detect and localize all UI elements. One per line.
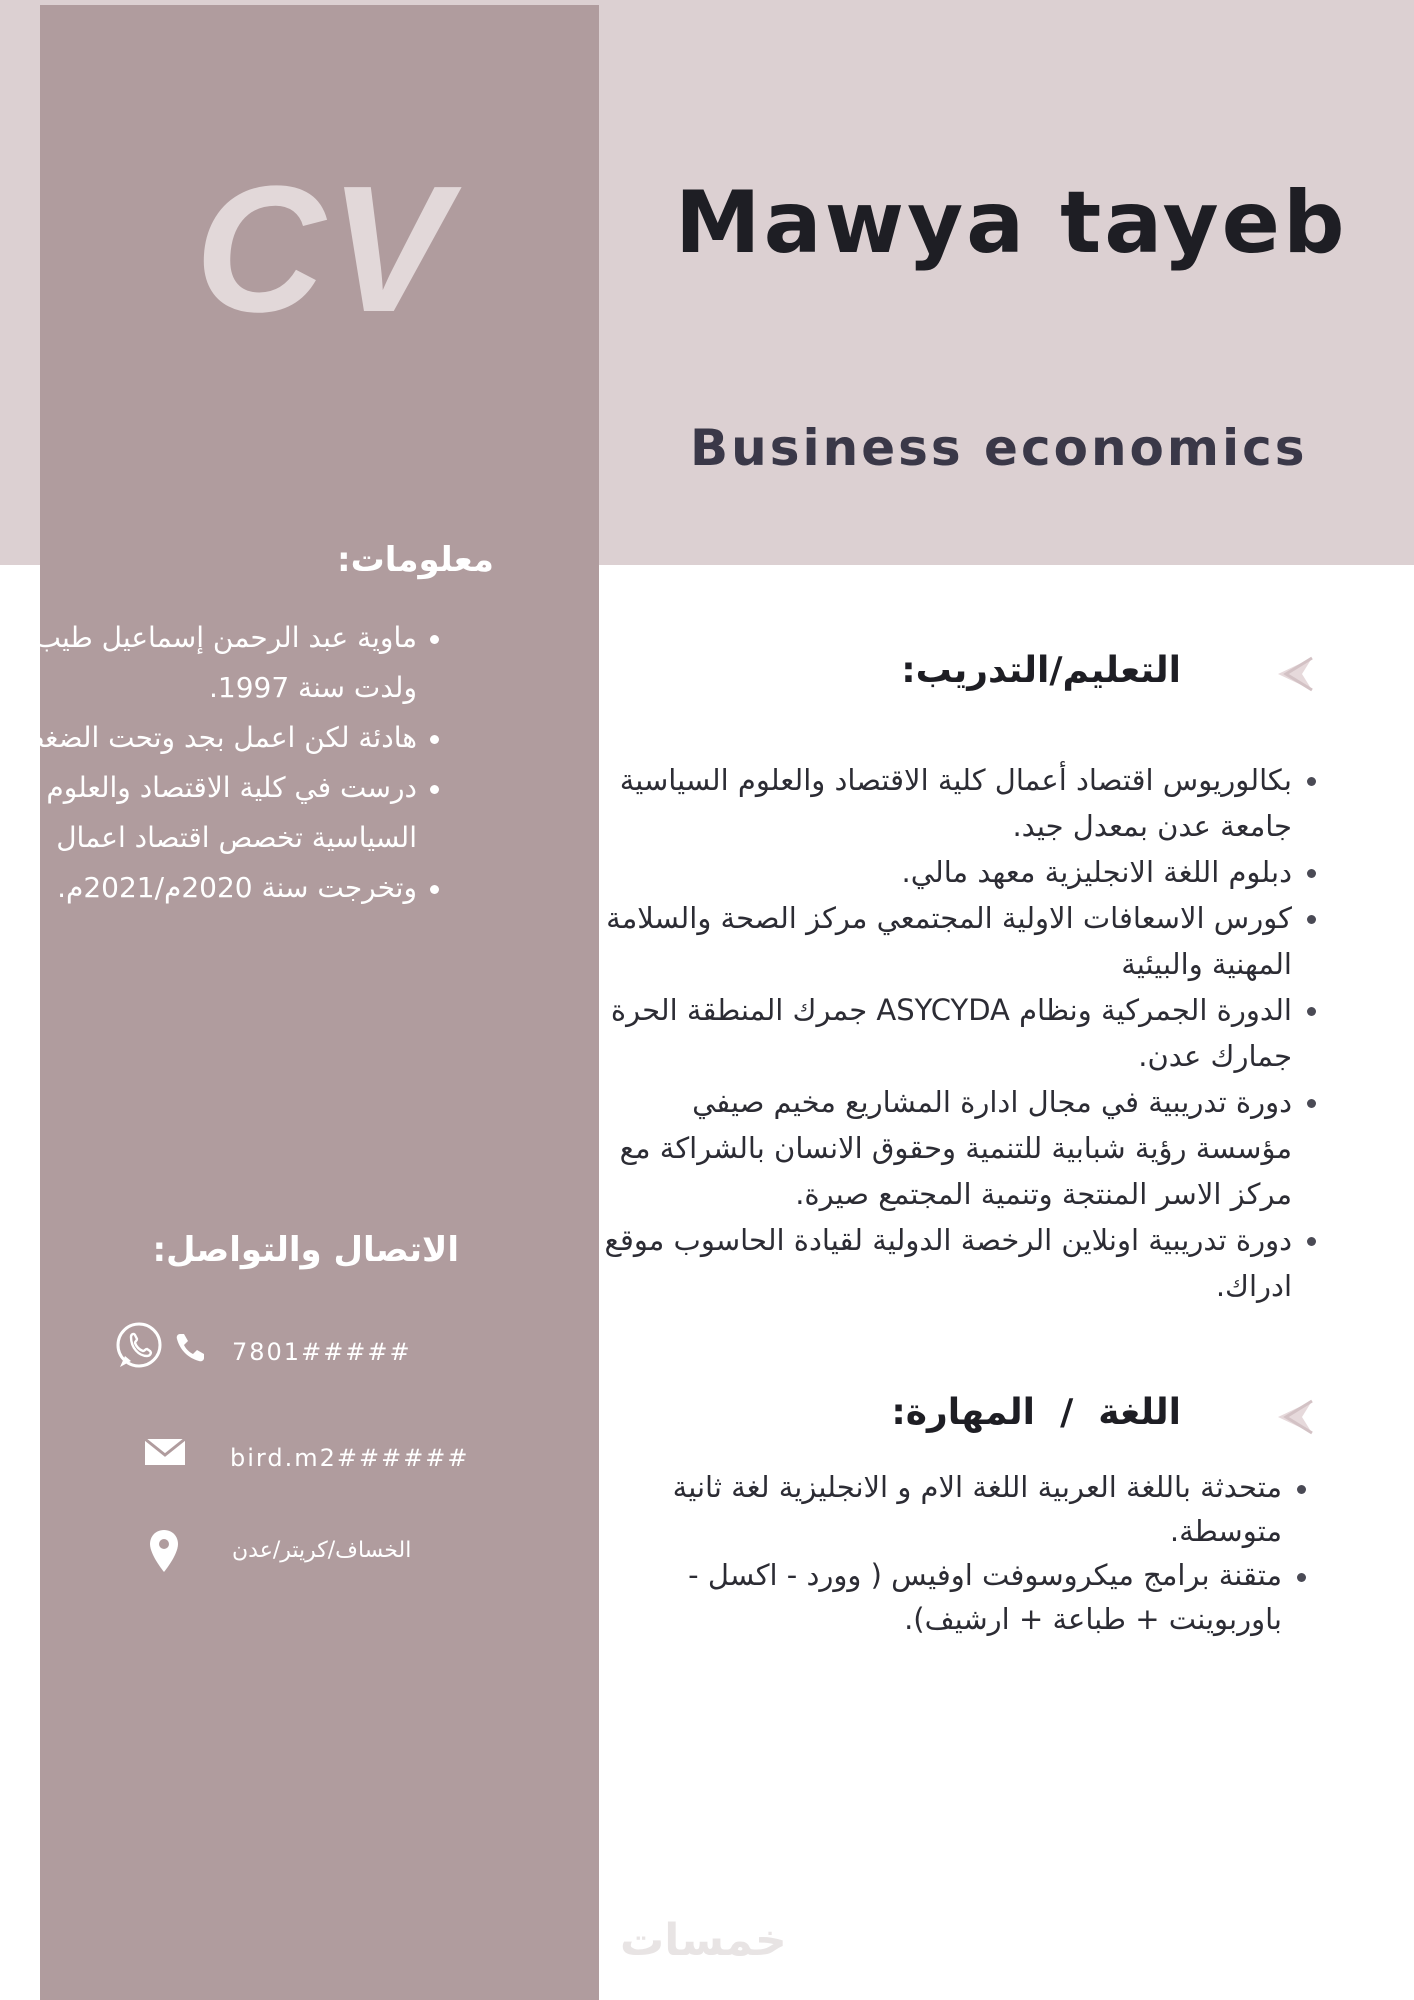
- education-list: [602, 757, 1314, 1309]
- list-item: درست في كلية الاقتصاد والعلوم السياسية تخصص اقتصاد اعمال: [0, 763, 417, 863]
- list-item: ماوية عبد الرحمن إسماعيل طيب. ولدت سنة 1997.: [0, 613, 417, 713]
- email-address[interactable]: bird.m2######: [230, 1444, 470, 1472]
- list-item: هادئة لكن اعمل بجد وتحت الضغط.: [0, 713, 417, 763]
- list-item: وتخرجت سنة 2020م/2021م.: [0, 863, 417, 913]
- location-pin-icon: [148, 1528, 180, 1574]
- list-item: متقنة برامج ميكروسوفت اوفيس ( وورد - اكسل - باوربوينت + طباعة + ارشيف).: [602, 1553, 1282, 1641]
- envelope-icon: [143, 1437, 187, 1467]
- profession-title: Business economics: [690, 419, 1308, 477]
- info-list: [0, 613, 439, 913]
- whatsapp-icon[interactable]: [112, 1320, 164, 1372]
- cv-mark: CV: [195, 149, 454, 350]
- chevron-left-icon: [1272, 652, 1316, 700]
- list-item: بكالوريوس اقتصاد أعمال كلية الاقتصاد والعلوم السياسية جامعة عدن بمعدل جيد.: [602, 757, 1292, 849]
- list-item: كورس الاسعافات الاولية المجتمعي مركز الصحة والسلامة المهنية والبيئية: [602, 895, 1292, 987]
- list-item: متحدثة باللغة العربية اللغة الام و الانجليزية لغة ثانية متوسطة.: [602, 1465, 1282, 1553]
- list-item: دورة تدريبية في مجال ادارة المشاريع مخيم صيفي مؤسسة رؤية شبابية للتنمية وحقوق الانسان بالشراكة مع مركز الاسر المنتجة وتنمية المجتمع صيرة.: [602, 1079, 1292, 1217]
- chevron-left-icon: [1272, 1395, 1316, 1443]
- contact-heading: الاتصال والتواصل:: [152, 1230, 459, 1270]
- watermark: خمسات: [620, 1915, 787, 1966]
- address: الخساف/كريتر/عدن: [232, 1538, 412, 1563]
- info-heading: معلومات:: [336, 540, 494, 580]
- list-item: الدورة الجمركية ونظام ASYCYDA جمرك المنطقة الحرة جمارك عدن.: [602, 987, 1292, 1079]
- skills-list: [602, 1465, 1304, 1641]
- person-name: Mawya tayeb: [675, 173, 1348, 273]
- skills-heading: اللغة / المهارة:: [891, 1392, 1181, 1433]
- list-item: دورة تدريبية اونلاين الرخصة الدولية لقيادة الحاسوب موقع ادراك.: [602, 1217, 1292, 1309]
- phone-number[interactable]: 7801#####: [232, 1338, 412, 1366]
- list-item: دبلوم اللغة الانجليزية معهد مالي.: [602, 849, 1292, 895]
- education-heading: التعليم/التدريب:: [901, 650, 1181, 691]
- phone-icon: [174, 1330, 208, 1364]
